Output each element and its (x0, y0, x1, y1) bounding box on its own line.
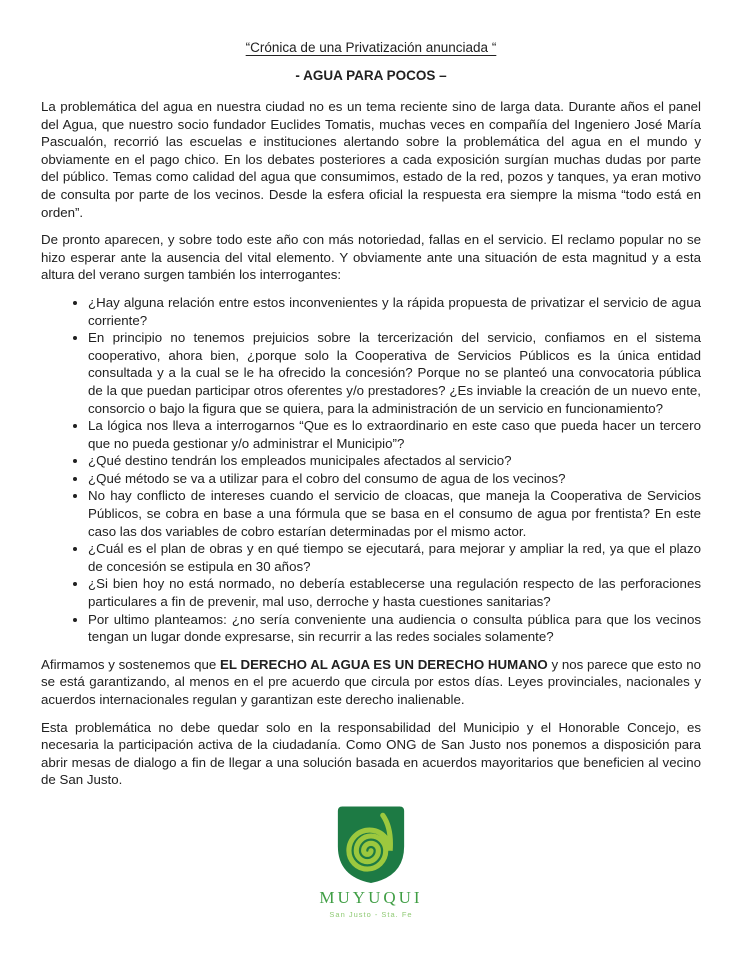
affirm-pre-text: Afirmamos y sostenemos que (41, 656, 220, 672)
list-item-works-plan: • ¿Cuál es el plan de obras y en qué tiempo se ejecutará, para mejorar y ampliar la red, ya que el plazo de concesión se estipula en 30 años? (88, 540, 701, 575)
document-title-text: “Crónica de una Privatización anunciada “ (245, 40, 497, 55)
paragraph-service-failures: De pronto aparecen, y sobre todo este año con más notoriedad, fallas en el servicio. El reclamo popular no se hizo esperar ante la ausencia del vital elemento. Y obviamente ante una situación de esta magnitud y a esta altura del verano surgen también los interrogantes: (41, 232, 701, 283)
muyuqui-shield-spiral-icon (334, 805, 408, 886)
list-item-billing-method: • ¿Qué método se va a utilizar para el cobro del consumo de agua de los vecinos? (88, 470, 701, 488)
list-item-third-party-logic: • La lógica nos lleva a interrogarnos “Que es lo extraordinario en este caso que pueda hacer un tercero que no pueda gestionar y/o administrar el Municipio”? (88, 417, 701, 452)
logo-tagline: San Justo - Sta. Fe (329, 909, 413, 919)
list-item-privatization-link: • ¿Hay alguna relación entre estos inconvenientes y la rápida propuesta de privatizar el servicio de agua corriente? (88, 294, 701, 329)
paragraph-final-call: Esta problemática no debe quedar solo en la responsabilidad del Municipio y el Honorable Concejo, es necesaria la participación activa de la ciudadanía. Como ONG de San Justo nos ponemos a disposición para abrir mesas de dialogo a fin de llegar a una solución basada en acuerdos mayoritarios que beneficien al vecino de San Justo. (41, 719, 701, 788)
questions-list (41, 294, 701, 646)
paragraph-right-to-water (41, 656, 701, 709)
document-subtitle: - AGUA PARA POCOS – (295, 68, 447, 83)
right-to-water-bold-text: EL DERECHO AL AGUA ES UN DERECHO HUMANO (219, 656, 548, 672)
list-item-conflict-of-interest: • No hay conflicto de intereses cuando el servicio de cloacas, que maneja la Cooperativa de Servicios Públicos, se cobra en base a una fórmula que se basa en el consumo de agua por frentista? En este caso las dos variables de cobro estarían determinadas por el mismo actor. (88, 487, 701, 540)
logo-wordmark: MUYUQUI (319, 887, 423, 907)
list-item-public-hearing: • Por ultimo planteamos: ¿no sería conveniente una audiencia o consulta pública para que los vecinos tengan un lugar donde expresarse, sin recurrir a las redes sociales solamente? (88, 611, 701, 646)
list-item-private-wells-regulation: • ¿Si bien hoy no está normado, no debería establecerse una regulación respecto de las perforaciones particulares a fin de prevenir, mal uso, derroche y hasta cuestiones sanitarias? (88, 575, 701, 610)
document-title (41, 40, 701, 55)
muyuqui-logo (41, 805, 701, 919)
paragraph-intro: La problemática del agua en nuestra ciudad no es un tema reciente sino de larga data. Durante años el panel del Agua, que nuestro socio fundador Euclides Tomatis, muchas veces en compañía del Ingeniero José María Pascualón, recorrió las escuelas e instituciones alertando sobre la problemática del agua en el mundo y obviamente en el pago chico. En los debates posteriores a cada exposición surgían muchas dudas por parte del público. Temas como calidad del agua que consumimos, estado de la red, pozos y tanques, ya eran motivo de consulta por parte de los vecinos. Desde la esfera oficial la respuesta era siempre la misma “todo está en orden”. (41, 99, 701, 220)
list-item-cooperative-concession: • En principio no tenemos prejuicios sobre la tercerización del servicio, confiamos en el sistema cooperativo, ahora bien, ¿porque solo la Cooperativa de Servicios Públicos es la única entidad consultada y a la cual se le ha ofrecido la concesión? Porque no se planteó una convocatoria pública de la que puedan participar otros oferentes y/o prestadores? ¿Es inviable la creación de un nuevo ente, consorcio o bajo la figura que se quiera, para la administración de un servicio en funcionamiento? (88, 329, 701, 417)
list-item-municipal-employees: • ¿Qué destino tendrán los empleados municipales afectados al servicio? (88, 452, 701, 470)
affirm-post-text: y nos parece que esto no se está garantizando, al menos en el pre acuerdo que circula por estos días. Leyes provinciales, nacionales y acuerdos internacionales regulan y garantizan este derecho inalienable. (41, 656, 701, 707)
